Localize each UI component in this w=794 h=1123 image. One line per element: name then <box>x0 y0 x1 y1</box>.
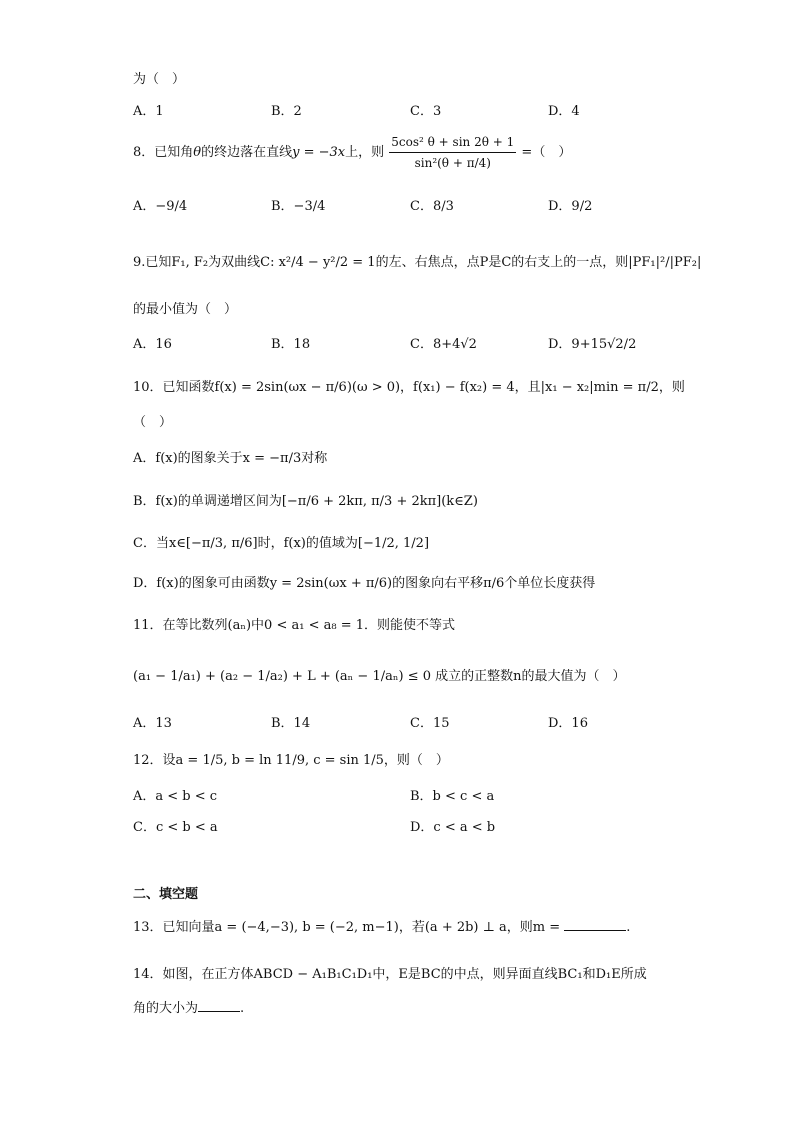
q7-option-b: B．2 <box>271 104 302 119</box>
q14-answer-blank[interactable] <box>198 999 240 1012</box>
q10-option-c: C．当x∈[−π/3, π/6]时，f(x)的值域为[−1/2, 1/2] <box>133 536 430 551</box>
q11-expression: (a₁ − 1/a₁) + (a₂ − 1/a₂) + L + (aₙ − 1/aₙ) ≤ 0 <box>133 669 431 684</box>
q9-option-c: C．8+4√2 <box>410 337 477 352</box>
q8-numerator: 5cos² θ + sin 2θ + 1 <box>389 132 516 153</box>
q13-stem <box>133 916 630 935</box>
q14-line1: 14．如图，在正方体ABCD − A₁B₁C₁D₁中，E是BC的中点，则异面直线BC₁和D₁E所成 <box>133 967 647 982</box>
q7-option-d: D．4 <box>548 104 580 119</box>
q8-option-d: D．9/2 <box>548 199 593 214</box>
q9-line2: 的最小值为（ ） <box>133 302 238 317</box>
q7-option-c: C．3 <box>410 104 442 119</box>
q13-end: . <box>626 920 631 935</box>
q10-option-b: B．f(x)的单调递增区间为[−π/6 + 2kπ, π/3 + 2kπ](k∈Z) <box>133 494 478 509</box>
q8-line-eq: y = −3x <box>292 145 346 160</box>
q12-option-d: D．c < a < b <box>410 820 496 835</box>
q8-end: =（ ） <box>521 145 572 160</box>
q11-option-a: A．13 <box>133 716 172 731</box>
q12-option-b: B．b < c < a <box>410 789 495 804</box>
q12-option-a: A．a < b < c <box>133 789 218 804</box>
q14-line2 <box>133 997 244 1016</box>
q12-option-c: C．c < b < a <box>133 820 218 835</box>
q8-stem: 8．已知角θ的终边落在直线y = −3x上，则 $\frac{\text{5cos² θ + sin 2θ + 1}}{\text{sin²(θ + π/4)}}$ =（ ） <box>133 132 571 173</box>
q11-option-c: C．15 <box>410 716 450 731</box>
q10-line1: 10．已知函数f(x) = 2sin(ωx − π/6)(ω > 0)，f(x₁) − f(x₂) = 4，且|x₁ − x₂|min = π/2，则 <box>133 380 685 395</box>
q8-tail: 上，则 <box>345 145 385 160</box>
q14-end: . <box>240 1001 245 1016</box>
q13-answer-blank[interactable] <box>564 918 626 931</box>
q9-option-b: B．18 <box>271 337 311 352</box>
q7-option-a: A．1 <box>133 104 164 119</box>
q11-option-b: B．14 <box>271 716 311 731</box>
q11-line2 <box>133 665 626 684</box>
q10-line2: （ ） <box>133 415 173 430</box>
q8-mid: 的终边落在直线 <box>201 145 293 160</box>
q9-line1: 9.已知F₁, F₂为双曲线C: x²/4 − y²/2 = 1的左、右焦点，点P是C的右支上的一点，则|PF₁|²/|PF₂| <box>133 255 702 270</box>
q11-line2-text: 成立的正整数n的最大值为（ ） <box>435 669 626 684</box>
q9-option-a: A．16 <box>133 337 172 352</box>
q8-denominator: sin²(θ + π/4) <box>414 156 491 170</box>
q8-option-b: B．−3/4 <box>271 199 326 214</box>
q8-option-a: A．−9/4 <box>133 199 188 214</box>
q11-line1: 11．在等比数列(aₙ)中0 < a₁ < a₈ = 1．则能使不等式 <box>133 618 455 633</box>
q8-fraction <box>389 132 516 173</box>
q8-option-c: C．8/3 <box>410 199 454 214</box>
q9-option-d: D．9+15√2/2 <box>548 337 637 352</box>
q10-option-d: D．f(x)的图象可由函数y = 2sin(ωx + π/6)的图象向右平移π/6个单位长度获得 <box>133 576 596 591</box>
q11-option-d: D．16 <box>548 716 588 731</box>
q12-stem: 12．设a = 1/5, b = ln 11/9, c = sin 1/5，则（ ） <box>133 753 449 768</box>
q8-lead: 8．已知角 <box>133 145 194 160</box>
q13-text: 13．已知向量a = (−4,−3), b = (−2, m−1)，若(a + 2b) ⊥ a，则m = <box>133 920 561 935</box>
q10-option-a: A．f(x)的图象关于x = −π/3对称 <box>133 451 328 466</box>
section-heading: 二、填空题 <box>133 887 199 902</box>
q7-tail: 为（ ） <box>133 72 186 87</box>
q14-line2-text: 角的大小为 <box>133 1001 199 1016</box>
